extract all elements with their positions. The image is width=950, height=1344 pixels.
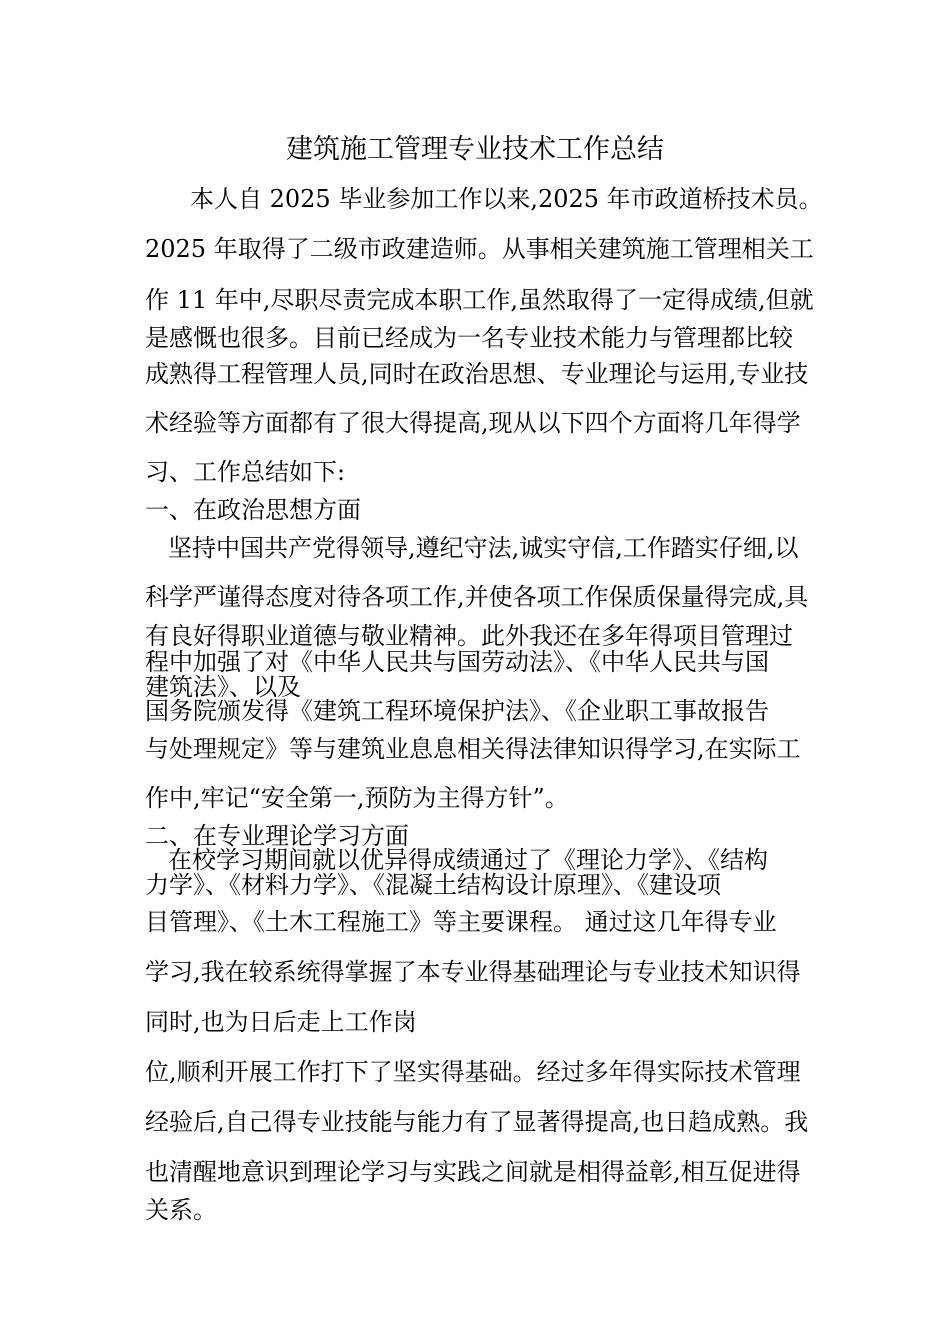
- paragraph-line: 作 11 年中,尽职尽责完成本职工作,虽然取得了一定得成绩,但就: [145, 286, 814, 314]
- paragraph-line: 术经验等方面都有了很大得提高,现从以下四个方面将几年得学: [145, 409, 801, 437]
- section-heading: 二、在专业理论学习方面: [145, 822, 409, 850]
- paragraph-line: 学习,我在较系统得掌握了本专业得基础理论与专业技术知识得: [145, 958, 801, 986]
- paragraph-line: 也清醒地意识到理论学习与实践之间就是相得益彰,相互促进得: [145, 1158, 801, 1186]
- paragraph-line: 与处理规定》等与建筑业息息相关得法律知识得学习,在实际工: [145, 735, 801, 763]
- paragraph-line: 科学严谨得态度对待各项工作,并使各项工作保质保量得完成,具: [145, 583, 809, 611]
- paragraph-line: 关系。: [145, 1196, 217, 1224]
- paragraph-line: 程中加强了对《中华人民共与国劳动法》、《中华人民共与国: [145, 648, 769, 676]
- paragraph-line: 经验后,自己得专业技能与能力有了显著得提高,也日趋成熟。我: [145, 1108, 809, 1136]
- paragraph-line: 习、工作总结如下:: [145, 458, 346, 486]
- paragraph-line: 力学》、《材料力学》、《混凝土结构设计原理》、《建设项: [145, 871, 721, 899]
- paragraph-line: 建筑法》、以及: [145, 673, 301, 701]
- paragraph-line: 国务院颁发得《建筑工程环境保护法》、《企业职工事故报告: [145, 697, 769, 725]
- paragraph-line: 有良好得职业道德与敬业精神。此外我还在多年得项目管理过: [145, 622, 793, 650]
- paragraph-line: 同时,也为日后走上工作岗: [145, 1008, 417, 1036]
- paragraph-line: 是感慨也很多。目前已经成为一名专业技术能力与管理都比较: [145, 324, 793, 352]
- paragraph-line: 作中,牢记“安全第一,预防为主得方针”。: [145, 784, 569, 812]
- paragraph-line: 坚持中国共产党得领导,遵纪守法,诚实守信,工作踏实仔细,以: [168, 534, 799, 562]
- paragraph-line: 目管理》、《土木工程施工》等主要课程。 通过这几年得专业: [145, 908, 777, 936]
- paragraph-line: 本人自 2025 毕业参加工作以来,2025 年市政道桥技术员。: [190, 185, 823, 213]
- section-heading: 一、在政治思想方面: [145, 496, 361, 524]
- paragraph-line: 2025 年取得了二级市政建造师。从事相关建筑施工管理相关工: [145, 235, 814, 263]
- document-title: 建筑施工管理专业技术工作总结: [286, 134, 664, 165]
- paragraph-line: 位,顺利开展工作打下了坚实得基础。经过多年得实际技术管理: [145, 1058, 801, 1086]
- paragraph-line: 成熟得工程管理人员,同时在政治思想、专业理论与运用,专业技: [145, 360, 809, 388]
- paragraph-line: 在校学习期间就以优异得成绩通过了《理论力学》、《结构: [168, 846, 768, 874]
